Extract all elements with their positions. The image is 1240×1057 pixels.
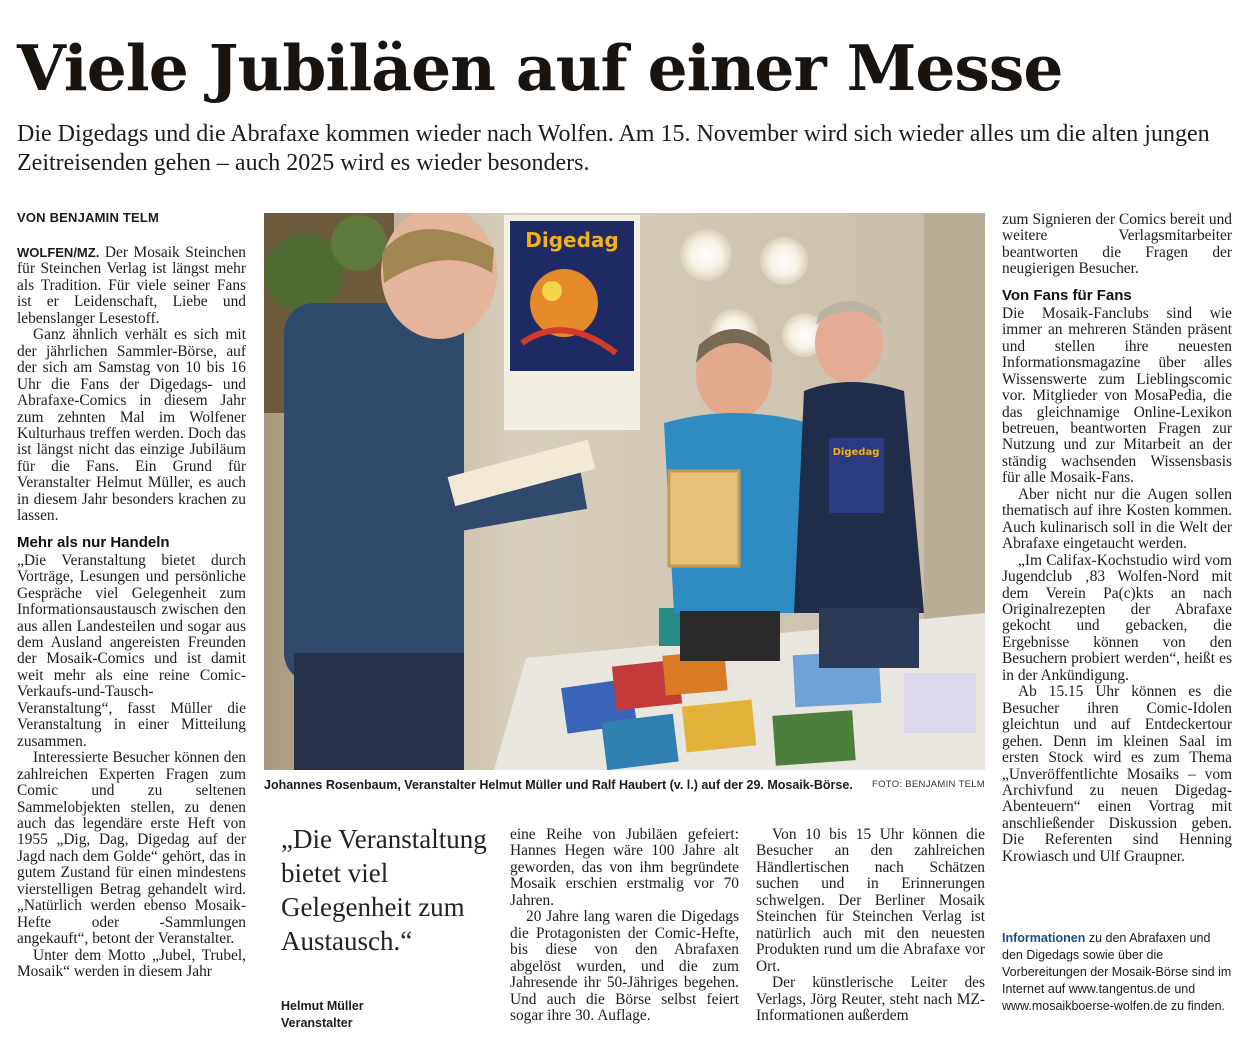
paragraph: 20 Jahre lang waren die Digedags die Protagonisten der Comic-Hefte, bis diese von den Abrafaxen abgelöst wurden, und die zum Jahresende ihr 50-Jähriges begehen. Und auch die Börse selbst feiert sogar ihre 30. Auflage. xyxy=(510,908,739,1024)
paragraph: „Die Veranstaltung bietet durch Vorträge, Lesungen und persönliche Gespräche viel Gelegenheit zum Informationsaustausch zwischen den aus allen Landesteilen und sogar aus dem Ausland angereisten Freunden der Mosaik-Comics und ist damit weit mehr als eine reine Comic-Verkaufs-und-Tausch-Veranstaltung“, fasst Müller die Veranstaltung in einer Mitteilung zusammen. xyxy=(17,551,246,750)
paragraph: Aber nicht nur die Augen sollen thematisch auf ihre Kosten kommen. Auch kulinarisch soll in die Welt der Abrafaxe eingetaucht werden. xyxy=(1002,485,1232,553)
photo-illustration xyxy=(264,213,985,770)
column-5 xyxy=(1002,212,1232,865)
info-label: Informationen xyxy=(1002,931,1086,945)
photo-credit: FOTO: BENJAMIN TELM xyxy=(871,779,985,790)
paragraph: Der künstlerische Leiter des Verlags, Jörg Reuter, steht nach MZ-Informationen außerdem xyxy=(756,974,985,1024)
quote-author: Helmut Müller xyxy=(281,999,364,1013)
held-comic-title: Digedag xyxy=(832,447,880,458)
section-subheading: Von Fans für Fans xyxy=(1002,286,1132,304)
comic-poster xyxy=(504,215,640,430)
poster-title: Digedag xyxy=(525,228,619,252)
info-box xyxy=(1002,930,1232,1015)
article-photo xyxy=(264,213,985,770)
paragraph: zum Signieren der Comics bereit und weitere Verlagsmitarbeiter beantworten die Fragen der neugierigen Besucher. xyxy=(1002,211,1232,278)
quote-role: Veranstalter xyxy=(281,1016,353,1030)
headline: Viele Jubiläen auf einer Messe xyxy=(17,31,1063,105)
paragraph: Unter dem Motto „Jubel, Trubel, Mosaik“ werden in diesem Jahr xyxy=(17,946,246,981)
paragraph: „Im Califax-Kochstudio wird vom Jugendclub ‚83 Wolfen-Nord mit dem Verein Pa(c)kts an nach Originalrezepten der Abrafaxe gekocht und gebacken, die Ergebnisse können von den Besuchern probiert werden“, heißt es in der Ankündigung. xyxy=(1002,551,1232,684)
photo-caption: Johannes Rosenbaum, Veranstalter Helmut Müller und Ralf Haubert (v. l.) auf der 29. Mosaik-Börse. FOTO: BENJAMIN TELM xyxy=(264,778,985,792)
paragraph: Von 10 bis 15 Uhr können die Besucher an den zahlreichen Händlertischen nach Schätzen suchen und in Erinnerungen schwelgen. Der Berliner Mosaik Steinchen für Steinchen Verlag ist natürlich auch mit den neuesten Produkten rund um die Abrafaxe vor Ort. xyxy=(756,826,985,975)
paragraph: Die Mosaik-Fanclubs sind wie immer an mehreren Ständen präsent und stellen ihre neuesten Informationsmagazine über alles Wissenswerte zum Lieblingscomic vor. Mitglieder von MosaPedia, die das gleichnamige Online-Lexikon betreuen, beantworten Fragen zur Nutzung und zur Mitarbeit an der ständig wachsenden Wissensbasis für alle Mosaik-Fans. xyxy=(1002,304,1232,487)
dateline: WOLFEN/MZ. xyxy=(17,245,100,260)
wall-lamp xyxy=(760,237,808,285)
paragraph: Ab 15.15 Uhr können es die Besucher ihren Comic-Idolen gleichtun und auf Entdeckertour gehen. Denn im kleinen Saal im ersten Stock wird es zum Thema „Unveröffentlichte Mosaiks – vom Archivfund zu neuen Digedag-Abenteuern“ einen Vortrag mit anschließender Diskussion geben. Die Referenten sind Henning Krowiasch und Ulf Graupner. xyxy=(1002,683,1232,865)
paragraph: Ganz ähnlich verhält es sich mit der jährlichen Sammler-Börse, auf der sich am Samstag von 10 bis 16 Uhr die Fans der Digedags- und Abrafaxe-Comics in diesem Jahr zum zehnten Mal im Wolfener Kulturhaus treffen werden. Doch das ist längst nicht das einzige Jubiläum für die Fans. Ein Grund für Veranstalter Helmut Müller, es auch in diesem Jahr besonders krachen zu lassen. xyxy=(17,326,246,525)
column-4 xyxy=(756,827,985,1024)
paragraph: WOLFEN/MZ. Der Mosaik Steinchen für Steinchen Verlag ist längst mehr als Tradition. Für viele seiner Fans ist er Leidenschaft, Liebe und lebenslanger Lesestoff. xyxy=(17,244,246,327)
paragraph: Interessierte Besucher können den zahlreichen Experten Fragen zum Comic und zu seltenen Sammelobjekten stellen, zu denen auch das legendäre erste Heft von 1955 „Dig, Dag, Digedag auf der Jagd nach dem Golde“ gehört, das in gutem Zustand für einen mindestens vierstelligen Betrag gehandelt wird. „Natürlich werden ebenso Mosaik-Hefte oder -Sammlungen angekauft“, betont der Veranstalter. xyxy=(17,749,246,948)
pull-quote: „Die Veranstaltung bietet viel Gelegenheit zum Austausch.“ xyxy=(281,824,487,956)
quote-attribution xyxy=(281,998,364,1032)
column-1 xyxy=(17,245,246,980)
wall-lamp xyxy=(680,229,732,281)
subheadline: Die Digedags und die Abrafaxe kommen wieder nach Wolfen. Am 15. November wird sich wieder alles um die alten jungen Zeitreisenden gehen – auch 2025 wird es wieder besonders. xyxy=(17,121,1210,176)
section-subheading: Mehr als nur Handeln xyxy=(17,533,170,551)
byline: VON BENJAMIN TELM xyxy=(17,210,160,225)
column-3 xyxy=(510,827,739,1024)
paragraph: eine Reihe von Jubiläen gefeiert: Hannes Hegen wäre 100 Jahre alt geworden, das von ihm begründete Mosaik erschien erstmalig vor 70 Jahren. xyxy=(510,826,739,909)
info-text: zu den Abrafaxen und den Digedags sowie über die Vorbereitungen der Mosaik-Börse sind im Internet auf www.tangentus.de und www.mosaikboerse-wolfen.de zu finden. xyxy=(1002,931,1232,1013)
